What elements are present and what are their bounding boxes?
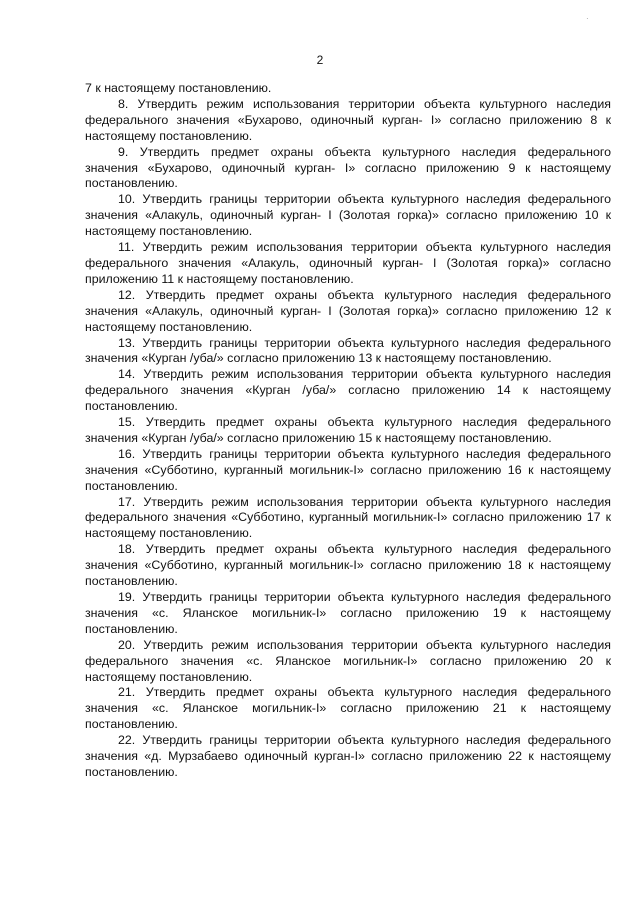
paragraph-item-9: 9. Утвердить предмет охраны объекта культурного наследия федерального значения «Бухарово, одиночный курган- I» согласно приложению 9 к настоящему постановлению. (85, 144, 611, 191)
paragraph-item-15: 15. Утвердить предмет охраны объекта культурного наследия федерального значения «Курган /уба/» согласно приложению 15 к настоящему постановлению. (85, 415, 611, 445)
paragraph-item-18: 18. Утвердить предмет охраны объекта культурного наследия федерального значения «Субботино, курганный могильник-I» согласно приложению 18 к настоящему постановлению. (85, 542, 611, 589)
paragraph-item-14: 14. Утвердить режим использования территории объекта культурного наследия федерального значения «Курган /уба/» согласно приложению 14 к настоящему постановлению. (85, 367, 611, 414)
document-body (85, 81, 611, 781)
paragraph-item-19: 19. Утвердить границы территории объекта культурного наследия федерального значения «с. Яланское могильник-I» согласно приложению 19 к настоящему постановлению. (85, 590, 611, 636)
paragraph-item-10: 10. Утвердить границы территории объекта культурного наследия федерального значения «Алакуль, одиночный курган- I (Золотая горка)» согласно приложению 10 к настоящему постановлению. (85, 192, 611, 239)
paragraph-item-13: 13. Утвердить границы территории объекта культурного наследия федерального значения «Курган /уба/» согласно приложению 13 к настоящему постановлению. (85, 335, 611, 366)
paragraph-item-11: 11. Утвердить режим использования территории объекта культурного наследия федерального значения «Алакуль, одиночный курган- I (Золотая горка)» согласно приложению 11 к настоящему постановлению. (85, 240, 611, 286)
page-number: 2 (316, 53, 324, 67)
corner-mark: · (586, 14, 589, 23)
paragraph-item-20: 20. Утвердить режим использования территории объекта культурного наследия федерального значения «с. Яланское могильник-I» согласно приложению 20 к настоящему постановлению. (85, 637, 611, 684)
paragraph-continuation: 7 к настоящему постановлению. (85, 81, 272, 95)
paragraph-item-21: 21. Утвердить предмет охраны объекта культурного наследия федерального значения «с. Яланское могильник-I» согласно приложению 21 к настоящему постановлению. (85, 685, 611, 732)
paragraph-item-22: 22. Утвердить границы территории объекта культурного наследия федерального значения «д. Мурзабаево одиночный курган-I» согласно приложению 22 к настоящему постановлению. (85, 733, 611, 779)
paragraph-item-16: 16. Утвердить границы территории объекта культурного наследия федерального значения «Субботино, курганный могильник-I» согласно приложению 16 к настоящему постановлению. (85, 446, 611, 493)
paragraph-item-8: 8. Утвердить режим использования территории объекта культурного наследия федерального значения «Бухарово, одиночный курган- I» согласно приложению 8 к настоящему постановлению. (85, 96, 611, 143)
paragraph-item-12: 12. Утвердить предмет охраны объекта культурного наследия федерального значения «Алакуль, одиночный курган- I (Золотая горка)» согласно приложению 12 к настоящему постановлению. (85, 287, 611, 334)
paragraph-item-17: 17. Утвердить режим использования территории объекта культурного наследия федерального значения «Субботино, курганный могильник-I» согласно приложению 17 к настоящему постановлению. (85, 494, 611, 541)
